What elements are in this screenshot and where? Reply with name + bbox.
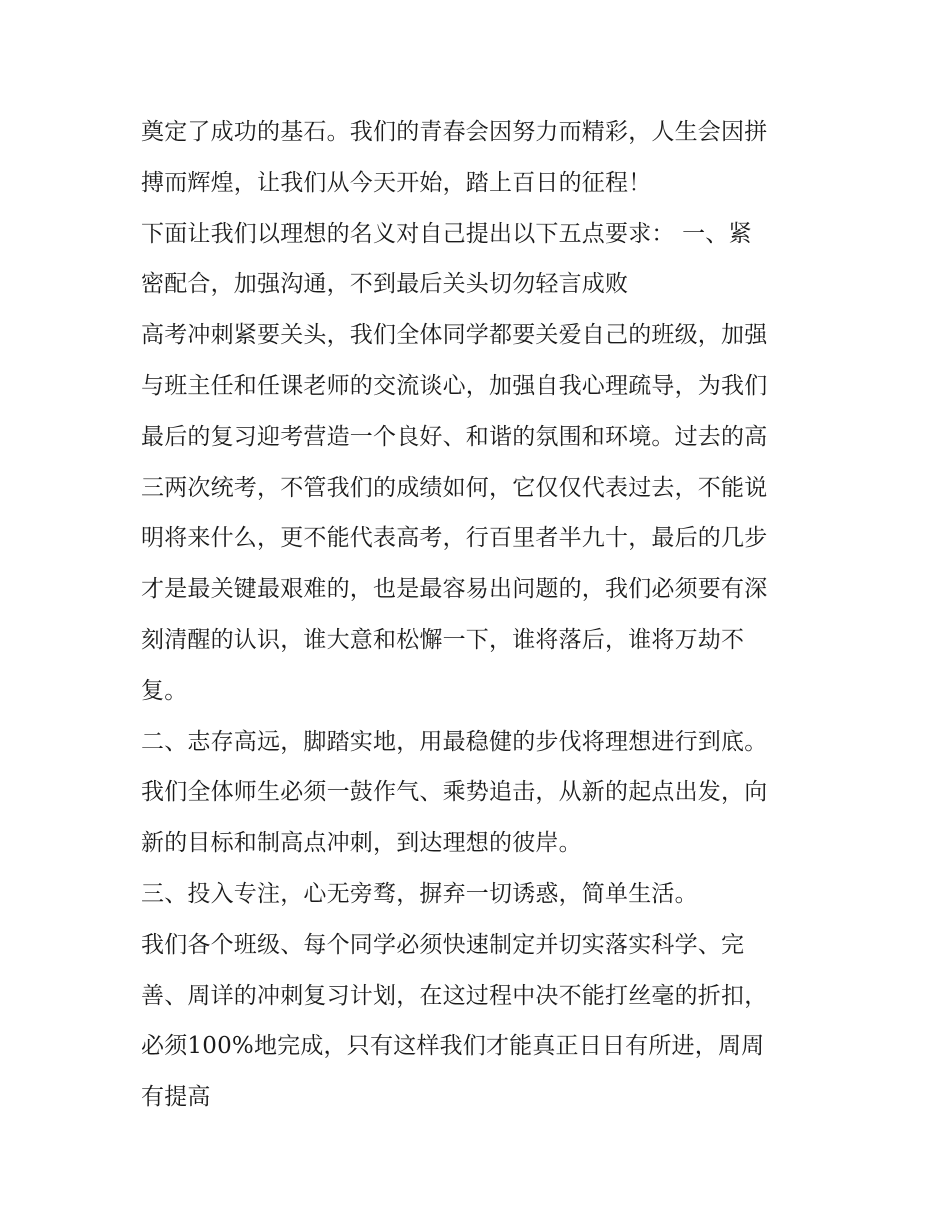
text-line: 善、周详的冲刺复习计划，在这过程中决不能打丝毫的折扣， (141, 982, 768, 1009)
text-line: 复。 (141, 677, 188, 704)
text-line: 我们各个班级、每个同学必须快速制定并切实落实科学、完 (141, 931, 745, 958)
text-line: 高考冲刺紧要关头，我们全体同学都要关爱自己的班级，加强 (141, 322, 768, 349)
text-line: 三两次统考，不管我们的成绩如何，它仅仅代表过去，不能说 (141, 474, 768, 501)
text-line: 二、志存高远，脚踏实地，用最稳健的步伐将理想进行到底。 (141, 728, 768, 755)
text-line: 新的目标和制高点冲刺，到达理想的彼岸。 (141, 830, 582, 857)
text-line: 最后的复习迎考营造一个良好、和谐的氛围和环境。过去的高 (141, 423, 768, 450)
document-body (141, 107, 821, 1123)
text-line: 奠定了成功的基石。我们的青春会因努力而精彩，人生会因拼 (141, 119, 768, 145)
text-line: 三、投入专注，心无旁骛，摒弃一切诱惑，简单生活。 (141, 880, 698, 907)
text-line: 下面让我们以理想的名义对自己提出以下五点要求： 一、紧 (141, 220, 752, 247)
text-line: 明将来什么，更不能代表高考，行百里者半九十，最后的几步 (141, 525, 768, 552)
text-line: 我们全体师生必须一鼓作气、乘势追击，从新的起点出发，向 (141, 779, 768, 806)
text-line: 刻清醒的认识，谁大意和松懈一下，谁将落后，谁将万劫不 (141, 626, 745, 653)
text-line: 必须100%地完成，只有这样我们才能真正日日有所进，周周 (141, 1033, 765, 1060)
text-line: 与班主任和任课老师的交流谈心，加强自我心理疏导，为我们 (141, 372, 768, 399)
text-line: 有提高 (141, 1084, 211, 1111)
text-line: 密配合，加强沟通，不到最后关头切勿轻言成败 (141, 271, 629, 298)
text-line: 搏而辉煌，让我们从今天开始，踏上百日的征程！ (141, 169, 652, 196)
text-line: 才是最关键最艰难的，也是最容易出问题的，我们必须要有深 (141, 576, 768, 603)
